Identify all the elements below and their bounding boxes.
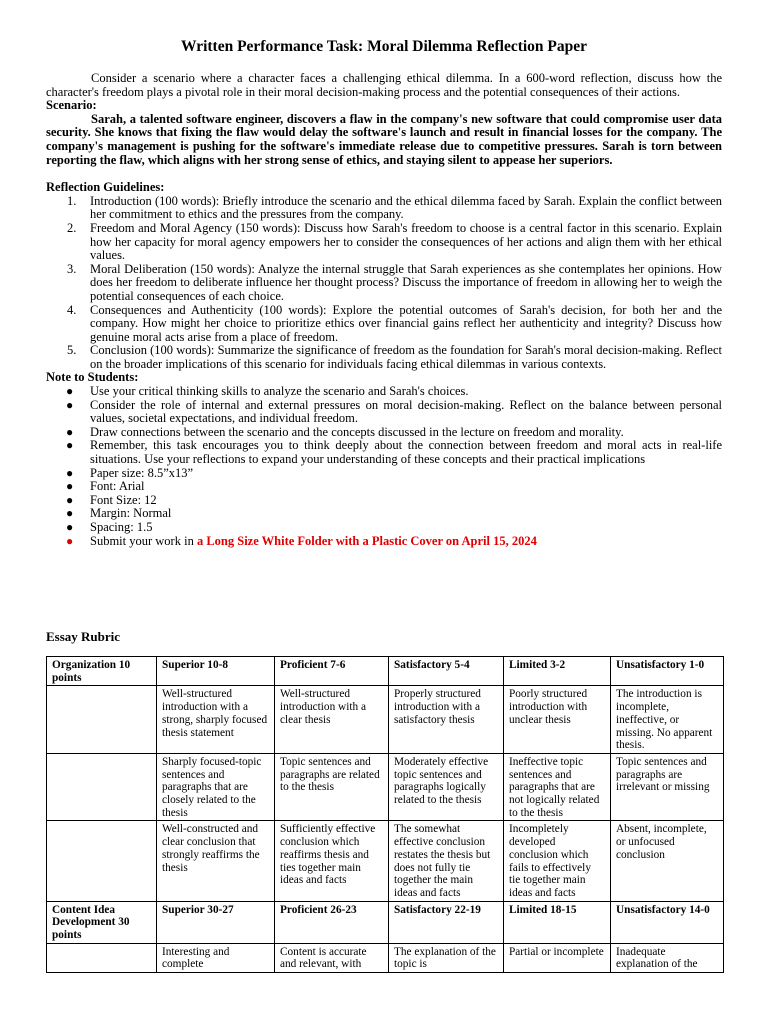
bullet-icon: ● (66, 397, 74, 412)
rubric-row (47, 753, 724, 821)
rubric-cell: Topic sentences and paragraphs are related to the thesis (275, 753, 389, 821)
rubric-row (47, 943, 724, 972)
rubric-header-cell: Proficient 7-6 (275, 657, 389, 686)
scenario-heading: Scenario: (46, 98, 97, 113)
rubric-cell: Sharply focused-topic sentences and paragraphs that are closely related to the thesis (157, 753, 275, 821)
note-item: ● Paper size: 8.5”x13” (66, 465, 194, 480)
rubric-header-cell: Limited 18-15 (504, 901, 611, 943)
guideline-item: 5. Conclusion (100 words): Summarize the significance of freedom as the foundation for Sarah's moral decision-making. Reflect on the broader implications of this scenario for individuals facing ethical dilemmas in various contexts. (67, 343, 722, 371)
bullet-icon: ● (66, 492, 74, 507)
rubric-cell: Inadequate explanation of the (611, 943, 724, 972)
note-item: ● Font: Arial (66, 479, 145, 494)
guidelines-heading: Reflection Guidelines: (46, 180, 165, 195)
rubric-header-cell: Unsatisfactory 14-0 (611, 901, 724, 943)
rubric-cell (47, 943, 157, 972)
note-item: ● Font Size: 12 (66, 492, 157, 507)
document-body (46, 72, 722, 548)
rubric-row (47, 686, 724, 754)
rubric-header-cell: Satisfactory 5-4 (389, 657, 504, 686)
page-title: Written Performance Task: Moral Dilemma Reflection Paper (180, 38, 588, 55)
rubric-cell: Well-constructed and clear conclusion that strongly reaffirms the thesis (157, 821, 275, 901)
bullet-icon: ● (66, 424, 74, 439)
rubric-cell (47, 821, 157, 901)
rubric-header-cell: Proficient 26-23 (275, 901, 389, 943)
bullet-icon: ● (66, 438, 74, 453)
bullet-icon: ● (66, 465, 74, 480)
rubric-cell: Ineffective topic sentences and paragraphs that are not logically related to the thesis (504, 753, 611, 821)
rubric-cell: Moderately effective topic sentences and paragraphs logically related to the thesis (389, 753, 504, 821)
bullet-icon: ● (66, 533, 74, 548)
note-item: ● Consider the role of internal and external pressures on moral decision-making. Reflect on the balance between personal values, societal expectations, and individual freedom. (66, 397, 722, 426)
notes-list (46, 385, 722, 548)
scenario-text: Sarah, a talented software engineer, discovers a flaw in the company's new software that could compromise user data security. She knows that fixing the flaw would delay the software's launch and result in financial losses for the company. The company's management is pushing for the software's immediate release due to competitive pressures. Sarah is torn between reporting the flaw, which aligns with her strong sense of ethics, and staying silent to appease her superiors. (46, 111, 722, 167)
rubric-cell: Incompletely developed conclusion which fails to effectively tie together main ideas and facts (504, 821, 611, 901)
rubric-header-row (47, 657, 724, 686)
rubric-header-cell: Superior 30-27 (157, 901, 275, 943)
rubric-cell: The introduction is incomplete, ineffective, or missing. No apparent thesis. (611, 686, 724, 754)
rubric-row (47, 821, 724, 901)
rubric-header-cell: Superior 10-8 (157, 657, 275, 686)
rubric-cell: The explanation of the topic is (389, 943, 504, 972)
bullet-icon: ● (66, 506, 74, 521)
rubric-cell: Absent, incomplete, or unfocused conclusion (611, 821, 724, 901)
bullet-icon: ● (66, 520, 74, 534)
rubric-header-cell: Limited 3-2 (504, 657, 611, 686)
rubric-header-cell: Satisfactory 22-19 (389, 901, 504, 943)
rubric-cell: Well-structured introduction with a clear thesis (275, 686, 389, 754)
guidelines-list (46, 195, 722, 372)
note-item: ● Margin: Normal (66, 506, 172, 521)
rubric-cell (47, 753, 157, 821)
note-item-submit: ● Submit your work in a Long Size White Folder with a Plastic Cover on April 15, 2024 (66, 533, 537, 548)
guideline-item: 1. Introduction (100 words): Briefly introduce the scenario and the ethical dilemma faced by Sarah. Explain the conflict between her commitment to ethics and the pressures from the company. (67, 193, 722, 222)
rubric-cell: Interesting and complete (157, 943, 275, 972)
guideline-item: 2. Freedom and Moral Agency (150 words): Discuss how Sarah's freedom to choose is a central factor in this scenario. Explain how her capacity for moral agency empowers her to consider the consequences of her actions and align them with her ethical values. (67, 220, 722, 263)
intro-paragraph: Consider a scenario where a character faces a challenging ethical dilemma. In a 600-word reflection, discuss how the character's freedom plays a pivotal role in their moral decision-making process and the potential consequences of their actions. (46, 71, 722, 99)
submit-highlight: a Long Size White Folder with a Plastic Cover on April 15, 2024 (196, 533, 537, 548)
rubric-cell: The somewhat effective conclusion restates the thesis but does not fully tie together the main ideas and facts (389, 821, 504, 901)
rubric-cell: Sufficiently effective conclusion which reaffirms thesis and ties together main ideas and facts (275, 821, 389, 901)
bullet-icon: ● (66, 479, 74, 494)
rubric-cell (47, 686, 157, 754)
notes-heading: Note to Students: (46, 370, 139, 385)
note-item: ● Spacing: 1.5 (66, 520, 153, 534)
rubric-cell: Poorly structured introduction with unclear thesis (504, 686, 611, 754)
rubric-cell: Well-structured introduction with a strong, sharply focused thesis statement (157, 686, 275, 754)
rubric-header-cell: Organization 10 points (47, 657, 157, 686)
bullet-icon: ● (66, 384, 74, 399)
rubric-cell: Properly structured introduction with a satisfactory thesis (389, 686, 504, 754)
rubric-table (46, 656, 724, 973)
rubric-header-cell: Content Idea Development 30 points (47, 901, 157, 943)
note-item: ● Use your critical thinking skills to analyze the scenario and Sarah's choices. (66, 384, 469, 399)
rubric-cell: Partial or incomplete (504, 943, 611, 972)
note-item: ● Draw connections between the scenario and the concepts discussed in the lecture on freedom and morality. (66, 424, 624, 439)
note-item: ● Remember, this task encourages you to think deeply about the connection between freedom and moral acts in real-life situations. Use your reflections to expand your understanding of these concepts and their practical implications (66, 438, 722, 467)
rubric-header-row (47, 901, 724, 943)
guideline-item: 3. Moral Deliberation (150 words): Analyze the internal struggle that Sarah experiences as she contemplates her opinions. How does her freedom to deliberate influence her thought process? Discuss the importance of freedom in allowing her to weigh the potential consequences of each choice. (67, 261, 722, 303)
guideline-item: 4. Consequences and Authenticity (100 words): Explore the potential outcomes of Sarah's decision, for both her and the company. How might her choice to prioritize ethics over financial gains reflect her authenticity and integrity? Discuss how genuine moral acts arise from a place of freedom. (67, 302, 722, 344)
rubric-heading: Essay Rubric (46, 629, 121, 644)
rubric-cell: Content is accurate and relevant, with (275, 943, 389, 972)
rubric-cell: Topic sentences and paragraphs are irrelevant or missing (611, 753, 724, 821)
rubric-header-cell: Unsatisfactory 1-0 (611, 657, 724, 686)
